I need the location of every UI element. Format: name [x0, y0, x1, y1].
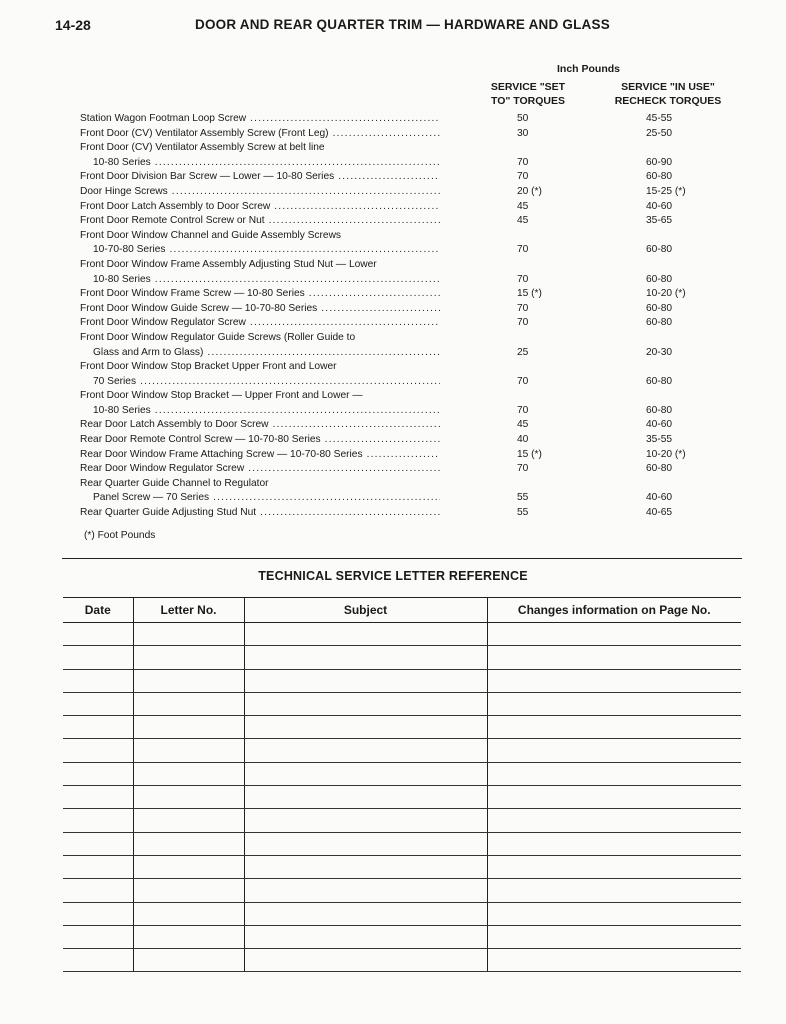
set-torque-value: 70: [517, 273, 529, 285]
torque-description: Front Door (CV) Ventilator Assembly Screw at belt line: [80, 142, 325, 154]
torque-description: Front Door Window Channel and Guide Assembly Screws: [80, 229, 342, 241]
recheck-torque-value: 60-80: [646, 463, 673, 475]
torque-description: Rear Door Window Frame Attaching Screw — 10-70-80 Series .....: [80, 448, 440, 463]
blank-cell: [487, 786, 741, 809]
recheck-torques-header-line1: SERVICE "IN USE": [621, 81, 715, 93]
torque-description: Station Wagon Footman Loop Screw .....: [80, 112, 440, 127]
blank-cell: [244, 739, 487, 762]
torque-description: Rear Quarter Guide Channel to Regulator: [80, 477, 269, 489]
blank-cell: [244, 786, 487, 809]
blank-cell: [63, 646, 133, 669]
blank-cell: [244, 902, 487, 925]
set-torque-value: 70: [517, 302, 529, 314]
torque-row: [0, 506, 786, 521]
torque-description: Rear Door Window Regulator Screw .....: [80, 462, 440, 477]
blank-cell: [133, 902, 244, 925]
set-torque-value: 40: [517, 434, 529, 446]
blank-cell: [487, 855, 741, 878]
page-title: DOOR AND REAR QUARTER TRIM — HARDWARE AND GLASS: [195, 17, 610, 32]
set-torque-value: 70: [517, 171, 529, 183]
blank-cell: [487, 646, 741, 669]
blank-cell: [487, 762, 741, 785]
set-torque-value: 70: [517, 404, 529, 416]
torque-description: Front Door Window Stop Bracket — Upper Front and Lower —: [80, 390, 363, 402]
torque-row: [0, 243, 786, 258]
blank-cell: [63, 949, 133, 972]
torque-row: [0, 360, 786, 375]
blank-cell: [244, 762, 487, 785]
blank-cell: [244, 855, 487, 878]
recheck-torque-value: 40-65: [646, 507, 673, 519]
table-row: [63, 762, 741, 785]
torque-description: 10-80 Series .....: [93, 273, 440, 288]
torque-row: [0, 389, 786, 404]
set-torque-value: 15 (*): [517, 288, 542, 300]
blank-cell: [63, 692, 133, 715]
set-torques-header-line2: TO" TORQUES: [490, 95, 566, 107]
torque-row: [0, 141, 786, 156]
blank-cell: [133, 716, 244, 739]
torque-row: [0, 287, 786, 302]
set-torque-value: 55: [517, 507, 529, 519]
torque-row: [0, 258, 786, 273]
blank-cell: [133, 949, 244, 972]
torque-description: Front Door Window Stop Bracket Upper Front and Lower: [80, 361, 337, 373]
torque-description: Front Door Division Bar Screw — Lower — 10-80 Series .....: [80, 170, 440, 185]
table-row: [63, 855, 741, 878]
torque-description: 70 Series .....: [93, 375, 440, 390]
blank-cell: [487, 692, 741, 715]
blank-cell: [244, 809, 487, 832]
date-column-header: Date: [63, 598, 133, 623]
torque-description: Rear Quarter Guide Adjusting Stud Nut .....: [80, 506, 440, 521]
blank-cell: [244, 623, 487, 646]
recheck-torque-value: 60-80: [646, 375, 673, 387]
recheck-torques-column-header: [598, 80, 738, 108]
blank-cell: [244, 692, 487, 715]
torque-row: [0, 462, 786, 477]
set-torque-value: 70: [517, 463, 529, 475]
blank-cell: [63, 739, 133, 762]
torque-specification-list: [0, 112, 786, 521]
blank-cell: [63, 786, 133, 809]
recheck-torque-value: 35-65: [646, 215, 673, 227]
recheck-torque-value: 25-50: [646, 127, 673, 139]
blank-cell: [133, 762, 244, 785]
blank-cell: [133, 925, 244, 948]
recheck-torque-value: 60-80: [646, 171, 673, 183]
torque-description: 10-70-80 Series .....: [93, 243, 440, 258]
footnote: (*) Foot Pounds: [84, 530, 156, 541]
set-torque-value: 45: [517, 200, 529, 212]
blank-cell: [133, 832, 244, 855]
table-row: [63, 879, 741, 902]
torque-description: Panel Screw — 70 Series .....: [93, 491, 440, 506]
blank-cell: [63, 762, 133, 785]
torque-row: [0, 156, 786, 171]
torque-row: [0, 448, 786, 463]
set-torque-value: 45: [517, 419, 529, 431]
torque-row: [0, 170, 786, 185]
table-row: [63, 716, 741, 739]
set-torque-value: 50: [517, 113, 529, 124]
recheck-torque-value: 60-80: [646, 302, 673, 314]
torque-row: [0, 273, 786, 288]
blank-cell: [133, 786, 244, 809]
blank-cell: [63, 809, 133, 832]
blank-cell: [133, 646, 244, 669]
recheck-torque-value: 60-80: [646, 317, 673, 329]
blank-cell: [63, 925, 133, 948]
torque-description: Front Door Remote Control Screw or Nut .....: [80, 214, 440, 229]
blank-cell: [244, 832, 487, 855]
recheck-torques-header-line2: RECHECK TORQUES: [614, 95, 722, 107]
recheck-torque-value: 40-60: [646, 419, 673, 431]
torque-description: Front Door Window Regulator Guide Screws (Roller Guide to: [80, 331, 356, 343]
recheck-torque-value: 40-60: [646, 492, 673, 504]
blank-cell: [487, 902, 741, 925]
section-divider: [62, 558, 742, 559]
torque-row: [0, 375, 786, 390]
set-torque-value: 70: [517, 317, 529, 329]
table-row: [63, 623, 741, 646]
page-number: 14-28: [55, 17, 91, 33]
torque-row: [0, 200, 786, 215]
torque-description: Rear Door Remote Control Screw — 10-70-80 Series .....: [80, 433, 440, 448]
torque-description: Front Door Latch Assembly to Door Screw .....: [80, 200, 440, 215]
blank-cell: [244, 646, 487, 669]
letter-no-column-header: Letter No.: [133, 598, 244, 623]
table-row: [63, 832, 741, 855]
blank-cell: [133, 692, 244, 715]
torque-description: 10-80 Series .....: [93, 404, 440, 419]
blank-cell: [487, 949, 741, 972]
recheck-torque-value: 40-60: [646, 200, 673, 212]
blank-cell: [487, 669, 741, 692]
blank-cell: [487, 925, 741, 948]
blank-cell: [487, 809, 741, 832]
table-row: [63, 739, 741, 762]
recheck-torque-value: 60-90: [646, 156, 673, 168]
torque-row: [0, 316, 786, 331]
blank-cell: [244, 949, 487, 972]
recheck-torque-value: 60-80: [646, 273, 673, 285]
blank-cell: [244, 669, 487, 692]
blank-cell: [244, 716, 487, 739]
torque-row: [0, 185, 786, 200]
table-row: [63, 669, 741, 692]
torque-row: [0, 112, 786, 127]
units-heading: Inch Pounds: [557, 63, 620, 75]
blank-cell: [63, 716, 133, 739]
torque-description: Door Hinge Screws .....: [80, 185, 440, 200]
set-torques-column-header: [478, 80, 578, 108]
torque-description: Front Door Window Guide Screw — 10-70-80 Series .....: [80, 302, 440, 317]
blank-cell: [487, 623, 741, 646]
torque-description: Front Door (CV) Ventilator Assembly Screw (Front Leg) .....: [80, 127, 440, 142]
blank-cell: [63, 902, 133, 925]
torque-description: 10-80 Series .....: [93, 156, 440, 171]
torque-row: [0, 331, 786, 346]
set-torque-value: 70: [517, 156, 529, 168]
blank-cell: [63, 623, 133, 646]
set-torques-header-line1: SERVICE "SET: [490, 81, 566, 93]
page-no-column-header: Changes information on Page No.: [487, 598, 741, 623]
torque-description: Front Door Window Regulator Screw .....: [80, 316, 440, 331]
blank-cell: [133, 879, 244, 902]
blank-cell: [133, 809, 244, 832]
table-row: [63, 692, 741, 715]
blank-cell: [487, 716, 741, 739]
recheck-torque-value: 20-30: [646, 346, 673, 358]
table-row: [63, 646, 741, 669]
blank-cell: [133, 855, 244, 878]
set-torque-value: 70: [517, 244, 529, 256]
torque-row: [0, 346, 786, 361]
blank-cell: [244, 879, 487, 902]
blank-cell: [244, 925, 487, 948]
torque-row: [0, 491, 786, 506]
blank-cell: [63, 879, 133, 902]
tsl-section-title: TECHNICAL SERVICE LETTER REFERENCE: [258, 569, 528, 583]
torque-row: [0, 302, 786, 317]
blank-cell: [487, 879, 741, 902]
set-torque-value: 15 (*): [517, 448, 542, 460]
torque-description: Rear Door Latch Assembly to Door Screw .....: [80, 418, 440, 433]
table-row: [63, 809, 741, 832]
set-torque-value: 20 (*): [517, 185, 542, 197]
torque-description: Front Door Window Frame Screw — 10-80 Series .....: [80, 287, 440, 302]
torque-row: [0, 418, 786, 433]
blank-cell: [133, 739, 244, 762]
recheck-torque-value: 45-55: [646, 113, 673, 124]
table-row: [63, 902, 741, 925]
torque-description: Front Door Window Frame Assembly Adjusting Stud Nut — Lower: [80, 258, 377, 270]
table-row: [63, 949, 741, 972]
torque-row: [0, 404, 786, 419]
recheck-torque-value: 15-25 (*): [646, 185, 686, 197]
recheck-torque-value: 35-55: [646, 434, 673, 446]
table-row: [63, 786, 741, 809]
subject-column-header: Subject: [244, 598, 487, 623]
set-torque-value: 45: [517, 215, 529, 227]
torque-row: [0, 433, 786, 448]
set-torque-value: 30: [517, 127, 529, 139]
blank-cell: [63, 855, 133, 878]
torque-description: Glass and Arm to Glass) .....: [93, 346, 440, 361]
set-torque-value: 55: [517, 492, 529, 504]
set-torque-value: 25: [517, 346, 529, 358]
table-row: [63, 925, 741, 948]
recheck-torque-value: 10-20 (*): [646, 288, 686, 300]
blank-cell: [133, 623, 244, 646]
set-torque-value: 70: [517, 375, 529, 387]
tsl-reference-table: [63, 597, 741, 972]
blank-cell: [487, 739, 741, 762]
recheck-torque-value: 60-80: [646, 244, 673, 256]
recheck-torque-value: 60-80: [646, 404, 673, 416]
torque-row: [0, 127, 786, 142]
recheck-torque-value: 10-20 (*): [646, 448, 686, 460]
blank-cell: [63, 669, 133, 692]
torque-row: [0, 477, 786, 492]
blank-cell: [133, 669, 244, 692]
torque-row: [0, 214, 786, 229]
blank-cell: [487, 832, 741, 855]
torque-row: [0, 229, 786, 244]
blank-cell: [63, 832, 133, 855]
